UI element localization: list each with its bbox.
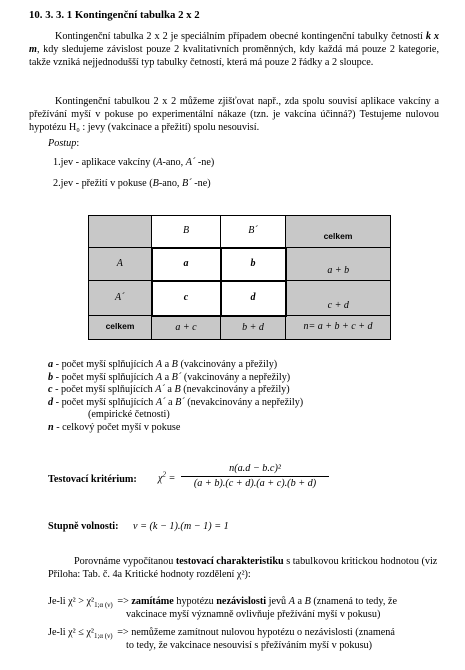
test-criterion — [48, 461, 448, 501]
col-header-b-prime — [221, 216, 286, 248]
dof-label: Stupně volnosti: — [48, 521, 119, 532]
rule-reject — [48, 596, 458, 622]
step-2-prefix: 2.jev - přežití v pokuse ( — [53, 178, 153, 189]
definition-b-c1: A — [155, 371, 163, 383]
definition-c-c2: B — [174, 384, 181, 396]
contingency-table — [88, 215, 391, 340]
definition-d-rest: (nevakcinovány a nepřežily) — [184, 396, 304, 408]
step-1 — [53, 157, 214, 170]
rule-reject-text-4: (znamená to tedy, že — [310, 596, 397, 607]
definitions-list — [48, 359, 448, 435]
row-header-total-text: celkem — [105, 321, 135, 332]
row-header-total — [89, 316, 152, 340]
criterion-label: Testovací kritérium: — [48, 474, 137, 485]
definition-a-c1: A — [155, 359, 163, 370]
chi-square-symbol: $\chi^2$ = — [158, 470, 176, 484]
rule-accept-line-2: to tedy, že vakcinace nesouvisí s přežíváním myší v pokusu) — [126, 639, 373, 651]
row-header-a-prime-text: A´ — [115, 291, 125, 303]
cell-c-plus-d — [286, 281, 391, 316]
definition-c-text: - počet myší splňujících — [52, 384, 156, 396]
k-by-m-term: k x m — [29, 31, 440, 55]
definition-b-and: a — [162, 371, 172, 383]
definition-n — [48, 422, 448, 435]
table-corner — [89, 216, 152, 248]
rule-reject-text-2: jevů — [266, 596, 289, 607]
rule-accept-arrow: => — [117, 627, 129, 638]
definition-d-c2: B´ — [175, 396, 185, 408]
rule-reject-var-b: B — [304, 596, 311, 607]
section-title: 10. 3. 3. 1 Kontingenční tabulka 2 x 2 — [29, 9, 200, 21]
row-header-a-prime — [89, 281, 152, 316]
definition-a-c2: B — [171, 359, 178, 370]
postup-label: Postup — [48, 138, 77, 149]
rule-reject-text-1: hypotézu — [173, 596, 217, 607]
postup-heading: Postup: — [48, 138, 80, 149]
cell-a-plus-b — [286, 248, 391, 281]
rule-reject-var-a: A — [288, 596, 295, 607]
definition-d-and: a — [165, 396, 176, 408]
criterion-fraction — [181, 463, 329, 491]
step-2-var-b: B´ — [182, 178, 192, 189]
cell-c-text: c — [183, 291, 189, 303]
cell-b — [221, 248, 286, 281]
rule-accept-subscript: 1;α (ν) — [93, 632, 113, 641]
rule-reject-bold-1: zamítáme — [131, 596, 174, 607]
cell-c-plus-d-text: c + d — [327, 299, 349, 311]
definition-n-sym: n — [48, 421, 54, 433]
definition-b-c2: B´ — [171, 371, 182, 383]
rule-reject-bold-2: nezávislosti — [216, 596, 267, 607]
definition-d-text: - počet myší splňujících — [53, 396, 156, 408]
step-1-mid: -ano, — [162, 157, 186, 168]
definition-c — [48, 384, 448, 397]
step-2-mid: -ano, — [158, 178, 183, 189]
definition-n-text: - celkový počet myší v pokuse — [53, 421, 181, 433]
compare-bold: testovací charakteristiku — [175, 556, 284, 567]
definition-b-rest: (vakcinovány a nepřežily) — [181, 371, 291, 383]
cell-b-text: b — [250, 257, 256, 269]
cell-grand-total — [286, 316, 391, 340]
step-2-suffix: -ne) — [191, 178, 211, 189]
col-header-b-text: B — [182, 225, 190, 236]
rule-accept — [48, 627, 458, 653]
definitions-note: (empirické četnosti) — [88, 409, 170, 421]
paragraph-intro — [29, 31, 439, 69]
cell-d — [221, 281, 286, 316]
definition-c-sym: c — [48, 384, 53, 396]
definition-d-c1: A´ — [155, 396, 166, 408]
cell-grand-total-text: n= a + b + c + d — [303, 321, 373, 333]
cell-a-plus-c — [152, 316, 221, 340]
cell-c — [152, 281, 221, 316]
step-2-var-a: B — [152, 178, 159, 189]
paragraph-intro-text: Kontingenční tabulka 2 x 2 je speciálním případem obecné kontingenční tabulky četností — [55, 31, 426, 42]
rule-reject-subscript: 1;α (ν) — [94, 601, 113, 610]
col-header-b-prime-text: B´ — [248, 225, 258, 236]
rule-reject-arrow: => — [117, 596, 129, 607]
definition-c-rest: (nevakcinovány a přežily) — [180, 384, 290, 396]
paragraph-intro-text-end: , kdy sledujeme závislost pouze 2 kvalitativních proměnných, kdy každá má pouze 2 kategorie, takže vzniká nejjednodušší typ tabulky četností, která má pouze 2 řádky a 2 sloupce. — [29, 43, 439, 68]
col-header-total — [286, 216, 391, 248]
row-header-a — [89, 248, 152, 281]
definition-a-and: a — [162, 359, 172, 370]
compare-text-2: s tabulkovou kritickou hodnotou (viz Příloha: Tab. č. 4a Kritické hodnoty rozdělení χ²): — [48, 556, 438, 580]
definition-c-c1: A´ — [155, 384, 165, 396]
step-1-suffix: -ne) — [195, 157, 215, 168]
compare-text-1: Porovnáme vypočítanou — [74, 556, 176, 567]
definition-d-sym: d — [48, 396, 54, 408]
definition-a-text: - počet myší splňujících — [53, 359, 156, 370]
cell-b-plus-d-text: b + d — [242, 321, 264, 333]
cell-a-text: a — [183, 257, 189, 269]
paragraph-example: Kontingenční tabulkou 2 x 2 můžeme zjišťovat např., zda spolu souvisí aplikace vakcíny a přežívání myší v pokuse po experimentální nákaze (tzn. je vakcína účinná?) Testujeme nulovou hypotézu H₀ : jevy (vakcinace a přežití) spolu nesouvisí. — [29, 96, 439, 133]
definition-c-and: a — [164, 384, 175, 396]
criterion-denominator: (a + b).(c + d).(a + c).(b + d) — [181, 476, 329, 491]
step-1-var-a: A — [156, 157, 163, 168]
cell-b-plus-d — [221, 316, 286, 340]
definition-a — [48, 359, 448, 372]
step-1-prefix: 1.jev - aplikace vakcíny ( — [53, 157, 157, 168]
row-header-a-text: A — [116, 257, 123, 269]
cell-d-text: d — [250, 291, 256, 303]
rule-accept-condition: Je-li χ² ≤ χ² — [48, 627, 94, 638]
definition-d — [48, 397, 448, 410]
dof-formula: ν = (k − 1).(m − 1) = 1 — [133, 521, 229, 532]
rule-reject-line-2: vakcinace myší významně ovlivňuje přežívání myší v pokusu) — [126, 608, 381, 620]
rule-reject-text-3: a — [294, 596, 305, 607]
definition-a-rest: (vakcinovány a přežily) — [177, 359, 278, 370]
definition-b-sym: b — [48, 371, 54, 383]
cell-a-plus-c-text: a + c — [175, 321, 197, 333]
definition-b-text: - počet myší splňujících — [53, 371, 156, 383]
col-header-total-text: celkem — [323, 230, 353, 241]
cell-a-plus-b-text: a + b — [327, 264, 350, 276]
rule-reject-condition: Je-li χ² > χ² — [48, 596, 95, 607]
col-header-b — [152, 216, 221, 248]
criterion-numerator: n(a.d − b.c)² — [229, 463, 281, 474]
compare-paragraph — [48, 556, 448, 582]
degrees-of-freedom — [48, 521, 229, 534]
rule-accept-text-1: nemůžeme zamítnout nulovou hypotézu o nezávislosti (znamená — [131, 627, 395, 638]
cell-a — [152, 248, 221, 281]
step-2 — [53, 178, 211, 191]
definition-a-sym: a — [48, 359, 54, 370]
definition-b — [48, 372, 448, 385]
step-1-var-b: A´ — [185, 157, 196, 168]
